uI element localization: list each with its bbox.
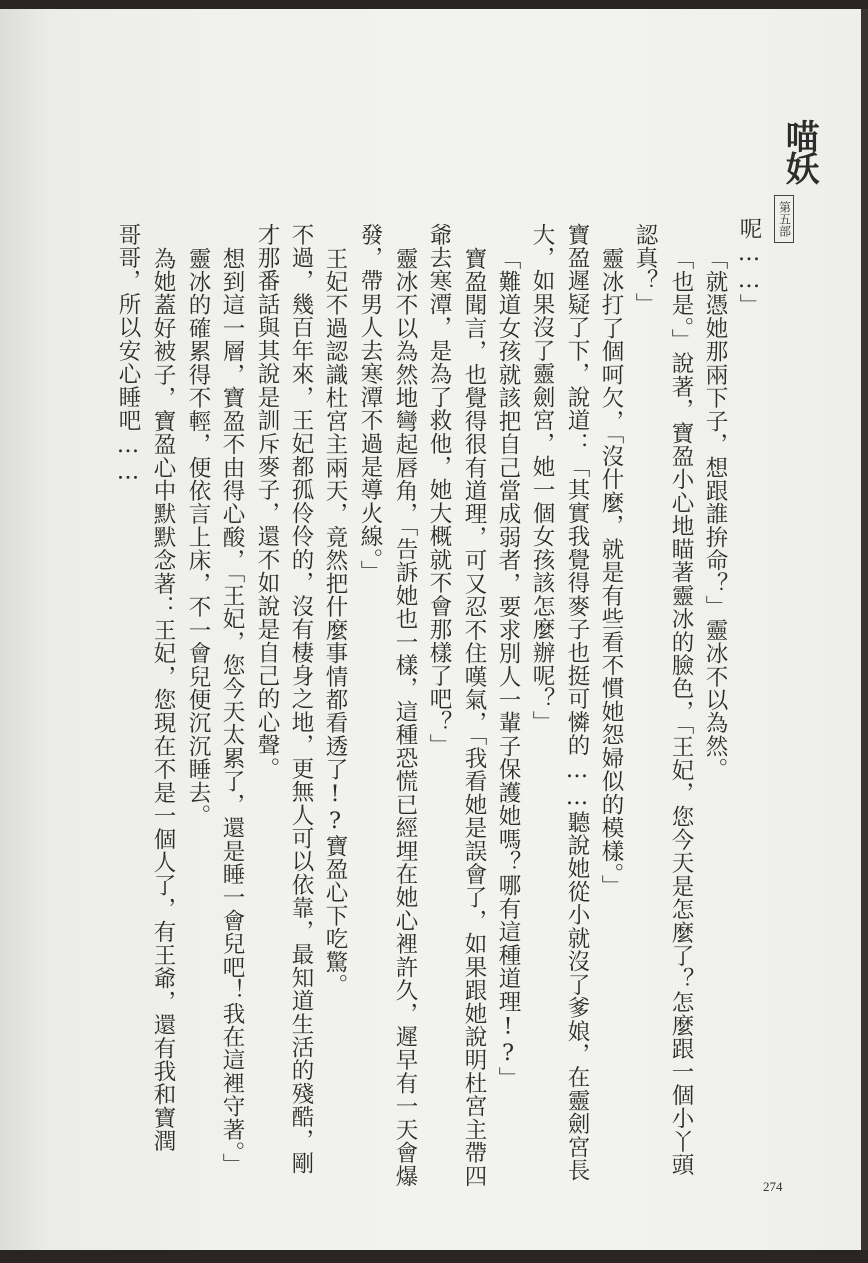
page-edge-shadow xyxy=(861,9,868,1251)
text-column-12: 發，帶男人去寒潭不過是導火線。」 xyxy=(357,223,383,584)
text-column-5: 靈冰打了個呵欠，「沒什麼，就是有些看不慣她怨婦似的模樣。」 xyxy=(598,247,624,898)
text-column-9: 寶盈聞言，也覺得很有道理，可又忍不住嘆氣，「我看她是誤會了，如果跟她說明杜宮主帶四 xyxy=(461,247,487,1188)
text-column-2: 「就憑她那兩下子，想跟誰拚命？」靈冰不以為然。 xyxy=(702,247,728,782)
book-page xyxy=(0,9,862,1251)
text-column-7: 大，如果沒了靈劍宮，她一個女孩該怎麼辦呢？」 xyxy=(529,223,555,734)
part-label: 第五部 xyxy=(774,195,794,243)
text-column-3: 「也是。」說著，寶盈小心地瞄著靈冰的臉色，「王妃，您今天是怎麼了？怎麼跟一個小丫頭 xyxy=(668,247,694,1177)
text-column-10: 爺去寒潭，是為了救他，她大概就不會那樣了吧？」 xyxy=(426,223,452,758)
text-column-4: 認真？」 xyxy=(632,223,658,316)
text-column-17: 靈冰的確累得不輕，便依言上床，不一會兒便沉沉睡去。 xyxy=(185,247,211,828)
text-column-16: 想到這一層，寶盈不由得心酸，「王妃，您今天太累了，還是睡一會兒吧！我在這裡守著。」 xyxy=(219,247,245,1177)
scan-border xyxy=(0,1250,868,1263)
text-column-1: 呢……」 xyxy=(736,217,762,317)
text-column-11: 靈冰不以為然地彎起唇角，「告訴她也一樣，這種恐慌已經埋在她心裡許久，遲早有一天會爆 xyxy=(392,247,418,1188)
text-column-8: 「難道女孩就該把自己當成弱者，要求別人一輩子保護她嗎？哪有這種道理!?」 xyxy=(495,247,521,1090)
text-column-14: 不過，幾百年來，王妃都孤伶伶的，沒有棲身之地，更無人可以依靠，最知道生活的殘酷，剛 xyxy=(288,223,314,1176)
text-column-15: 才那番話與其說是訓斥麥子，還不如說是自己的心聲。 xyxy=(254,223,280,781)
book-series-logo: 喵妖 xyxy=(779,119,819,183)
text-column-6: 寶盈遲疑了下，說道：「其實我覺得麥子也挺可憐的……聽說她從小就沒了爹娘，在靈劍宮長 xyxy=(564,223,590,1183)
text-column-13: 王妃不過認識杜宮主兩天，竟然把什麼事情都看透了!?寶盈心下吃驚。 xyxy=(322,247,348,998)
page-number: 274 xyxy=(763,1179,783,1194)
text-column-18: 為她蓋好被子，寶盈心中默默念著：王妃，您現在不是一個人了，有王爺，還有我和寶潤 xyxy=(150,247,176,1153)
text-column-19: 哥哥，所以安心睡吧…… xyxy=(115,223,141,486)
